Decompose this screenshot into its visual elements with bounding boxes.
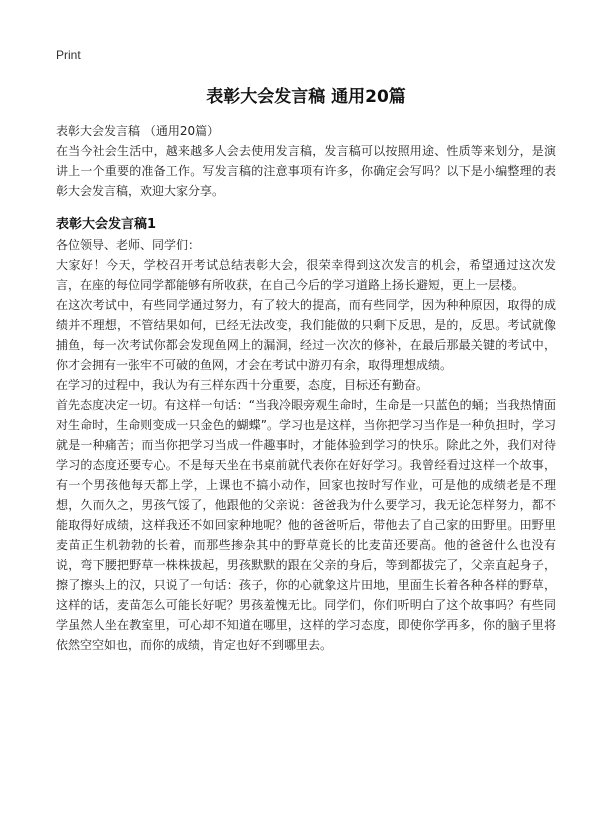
body-paragraph: 大家好！今天，学校召开考试总结表彰大会，很荣幸得到这次发言的机会，希望通过这次发言，在座的每位同学都能够有所收获，在自己今后的学习道路上扬长避短，更上一层楼。 — [56, 258, 556, 292]
body-paragraph: 在这次考试中，有些同学通过努力，有了较大的提高，而有些同学，因为种种原因，取得的成绩并不理想，不管结果如何，已经无法改变，我们能做的只剩下反思，是的，反思。考试就像捕鱼，每一次考试你都会发现鱼网上的漏洞，经过一次次的修补，在最后那最关键的考试中，你才会拥有一张牢不可破的鱼网，才会在考试中游刃有余，取得理想成绩。 — [56, 298, 556, 372]
document-subtitle: 表彰大会发言稿 （通用20篇） — [56, 124, 220, 138]
greeting-line: 各位领导、老师、同学们： — [56, 238, 201, 252]
print-link[interactable]: Print — [56, 48, 81, 62]
document-title: 表彰大会发言稿 通用20篇 — [206, 87, 406, 107]
body-paragraph: 首先态度决定一切。有这样一句话：“当我冷眼旁观生命时，生命是一只蓝色的蛹；当我热情面对生命时，生命则变成一只金色的蝴蝶”。学习也是这样，当你把学习当作是一种负担时，学习就是一种痛苦；而当你把学习当成一件趣事时，才能体验到学习的快乐。除此之外，我们对待学习的态度还要专心。不是每天坐在书桌前就代表你在好好学习。我曾经看过这样一个故事，有一个男孩他每天都上学，上课也不搞小动作，回家也按时写作业，可是他的成绩老是不理想，久而久之，男孩气馁了，他跟他的父亲说：爸爸我为什么要学习，我无论怎样努力，都不能取得好成绩，这样我还不如回家种地呢？他的爸爸听后，带他去了自己家的田野里。田野里麦苗正生机勃勃的长着，而那些掺杂其中的野草竟长的比麦苗还要高。他的爸爸什么也没有说，弯下腰把野草一株株拔起，男孩默默的跟在父亲的身后，等到都拔完了，父亲直起身子，擦了擦头上的汉，只说了一句话：孩子，你的心就象这片田地，里面生长着各种各样的野草，这样的话，麦苗怎么可能长好呢？男孩羞愧无比。同学们，你们听明白了这个故事吗？有些同学虽然人坐在教室里，可心却不知道在哪里，这样的学习态度，即使你学再多，你的脑子里将依然空空如也，而你的成绩，肯定也好不到哪里去。 — [56, 398, 556, 652]
section-heading: 表彰大会发言稿1 — [56, 217, 157, 232]
body-paragraph: 在学习的过程中，我认为有三样东西十分重要，态度，目标还有勤奋。 — [56, 378, 429, 392]
intro-paragraph: 在当今社会生活中，越来越多人会去使用发言稿，发言稿可以按照用途、性质等来划分，是演讲上一个重要的准备工作。写发言稿的注意事项有许多，你确定会写吗？以下是小编整理的表彰大会发言稿，欢迎大家分享。 — [56, 144, 556, 198]
document-page — [56, 44, 556, 655]
